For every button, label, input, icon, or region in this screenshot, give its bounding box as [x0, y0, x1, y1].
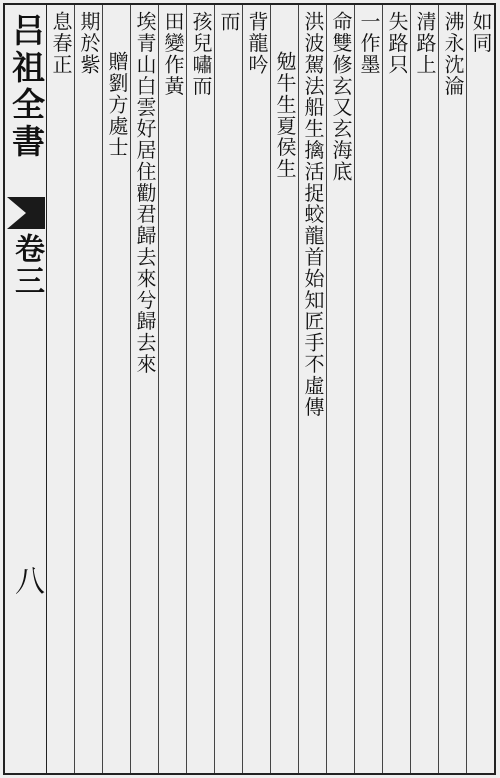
column-text: 埃青山白雲好居住勸君歸去來兮歸去來 [133, 11, 157, 375]
column-text: 失路只 [385, 11, 409, 76]
text-column [214, 5, 242, 773]
text-column [382, 5, 410, 773]
column-text: 一作墨 [357, 11, 381, 76]
page-frame [3, 3, 496, 775]
text-column [298, 5, 326, 773]
column-text: 清路上 [413, 11, 437, 76]
text-column [102, 5, 130, 773]
column-text: 命雙修玄又玄海底 [329, 11, 353, 183]
column-text: 洪波駕法船生擒活捉蛟龍首始知匠手不虛傳 [301, 11, 325, 418]
column-text: 田變作黃 [161, 11, 185, 97]
column-text: 如同 [469, 11, 493, 54]
fish-tail-icon [7, 195, 45, 231]
book-title: 吕祖全書 [7, 13, 46, 161]
text-column [242, 5, 270, 773]
text-column [466, 5, 494, 773]
text-column [354, 5, 382, 773]
poem-title: 勉牛生夏侯生 [273, 51, 297, 180]
text-column [326, 5, 354, 773]
text-columns [47, 5, 494, 773]
column-text: 息春正 [49, 11, 73, 76]
text-column [438, 5, 466, 773]
text-column [47, 5, 74, 773]
text-column [158, 5, 186, 773]
text-column [130, 5, 158, 773]
volume-label: 卷三 [9, 233, 44, 297]
text-column [270, 5, 298, 773]
column-text: 沸永沈淪 [441, 11, 465, 97]
text-column [410, 5, 438, 773]
poem-title: 贈劉方處士 [105, 51, 129, 158]
margin-column [5, 5, 47, 773]
column-text: 背龍吟 [245, 11, 269, 76]
column-text: 而 [217, 11, 241, 33]
text-column [186, 5, 214, 773]
column-text: 孩兒嘯而 [189, 11, 213, 97]
text-column [74, 5, 102, 773]
column-text: 期於紫 [77, 11, 101, 76]
page-number: 八 [9, 565, 44, 595]
